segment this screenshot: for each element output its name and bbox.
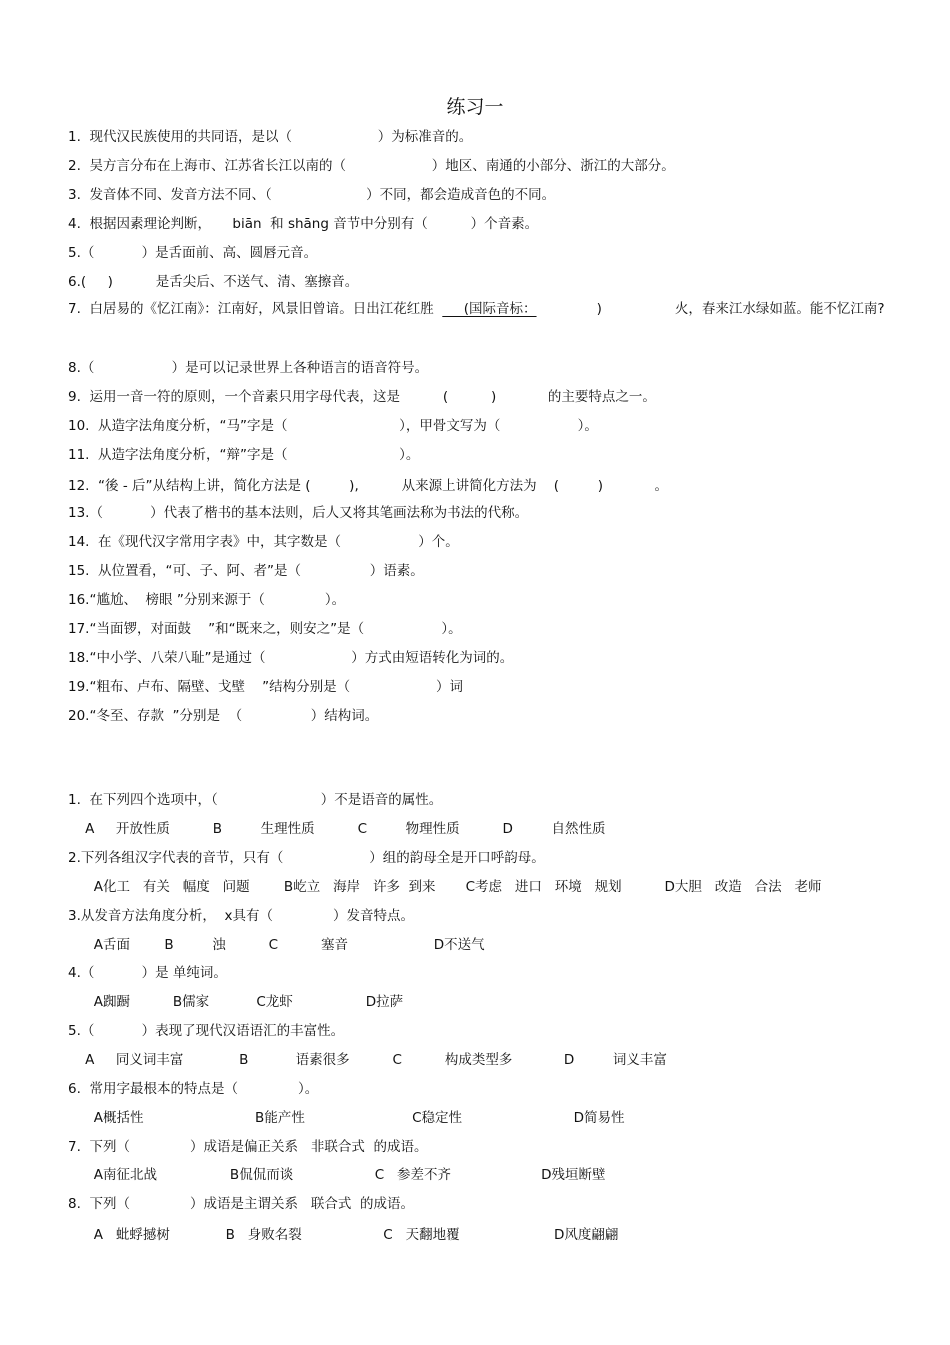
fill-question-2: 2. 吴方言分布在上海市、江苏省长江以南的（ ）地区、南通的小部分、浙江的大部分。 (68, 158, 675, 174)
fill-question-20: 20.“冬至、存款 ”分别是 （ ）结构词。 (68, 708, 379, 724)
choice-question-7: 7. 下列（ ）成语是偏正关系 非联合式 的成语。 (68, 1139, 428, 1155)
fill-question-11: 11. 从造字法角度分析，“辩”字是（ ）。 (68, 447, 420, 463)
choice-options-7: A南征北战 B侃侃而谈 C 参差不齐 D残垣断壁 (68, 1167, 606, 1183)
fill-question-5: 5.（ ）是舌面前、高、圆唇元音。 (68, 245, 318, 261)
fill-question-12: 12. “後 - 后”从结构上讲，简化方法是 ( ), 从来源上讲简化方法为 ( ) 。 (68, 478, 668, 494)
fill-question-15: 15. 从位置看，“可、子、阿、者”是（ ）语素。 (68, 563, 424, 579)
choice-question-3: 3.从发音方法角度分析， x具有（ ）发音特点。 (68, 908, 415, 924)
fill-question-14: 14. 在《现代汉字常用字表》中，其字数是（ ）个。 (68, 534, 459, 550)
fill-question-1: 1. 现代汉民族使用的共同语，是以（ ）为标准音的。 (68, 129, 473, 145)
fill-question-3: 3. 发音体不同、发音方法不同、（ ）不同，都会造成音色的不同。 (68, 187, 556, 203)
fill-question-7-part-b: ) 火，春来江水绿如蓝。能不忆江南? (536, 301, 885, 317)
choice-question-6: 6. 常用字最根本的特点是（ ）。 (68, 1081, 319, 1097)
fill-question-4: 4. 根据因素理论判断， biān 和 shāng 音节中分别有（ ）个音素。 (68, 216, 539, 232)
fill-question-19: 19.“粗布、卢布、隔壁、戈壁 ”结构分别是（ ）词 (68, 679, 463, 695)
fill-question-6: 6.( ) 是舌尖后、不送气、清、塞擦音。 (68, 274, 359, 290)
fill-question-8: 8.（ ）是可以记录世界上各种语言的语音符号。 (68, 360, 429, 376)
fill-question-18: 18.“中小学、八荣八耻”是通过（ ）方式由短语转化为词的。 (68, 650, 514, 666)
fill-question-13: 13.（ ）代表了楷书的基本法则，后人又将其笔画法称为书法的代称。 (68, 505, 529, 521)
choice-options-1: A 开放性质 B 生理性质 C 物理性质 D 自然性质 (68, 821, 606, 837)
choice-options-2: A化工 有关 幅度 问题 B屹立 海岸 许多 到来 C考虑 进口 环境 规划 D大胆 改造 合法 老师 (68, 879, 822, 895)
page-title: 练习一 (446, 96, 504, 118)
choice-options-4: A踟蹰 B儒家 C龙虾 D拉萨 (68, 994, 404, 1010)
choice-question-8: 8. 下列（ ）成语是主谓关系 联合式 的成语。 (68, 1196, 414, 1212)
fill-question-7 (68, 295, 885, 324)
fill-question-9: 9. 运用一音一符的原则，一个音素只用字母代表，这是 ( ) 的主要特点之一。 (68, 389, 656, 405)
choice-options-3: A舌面 B 浊 C 塞音 D不送气 (68, 937, 485, 953)
fill-question-7-ipa-blank: (国际音标： (442, 301, 537, 317)
choice-question-4: 4.（ ）是 单纯词。 (68, 965, 227, 981)
choice-options-8: A 蚍蜉撼树 B 身败名裂 C 天翻地覆 D风度翩翩 (68, 1227, 619, 1243)
choice-options-5: A 同义词丰富 B 语素很多 C 构成类型多 D 词义丰富 (68, 1052, 667, 1068)
fill-question-16: 16.“尴尬、 榜眼 ”分别来源于（ ）。 (68, 592, 346, 608)
choice-question-1: 1. 在下列四个选项中，（ ）不是语音的属性。 (68, 792, 443, 808)
fill-question-10: 10. 从造字法角度分析，“马”字是（ ），甲骨文写为（ ）。 (68, 418, 598, 434)
choice-question-5: 5.（ ）表现了现代汉语语汇的丰富性。 (68, 1023, 345, 1039)
fill-question-7-part-a: 7. 白居易的《忆江南》：江南好，风景旧曾谙。日出江花红胜 (68, 301, 443, 317)
choice-options-6: A概括性 B能产性 C稳定性 D简易性 (68, 1110, 625, 1126)
choice-question-2: 2.下列各组汉字代表的音节，只有（ ）组的韵母全是开口呼韵母。 (68, 850, 545, 866)
fill-question-17: 17.“当面锣，对面鼓 ”和“既来之，则安之”是（ ）。 (68, 621, 462, 637)
